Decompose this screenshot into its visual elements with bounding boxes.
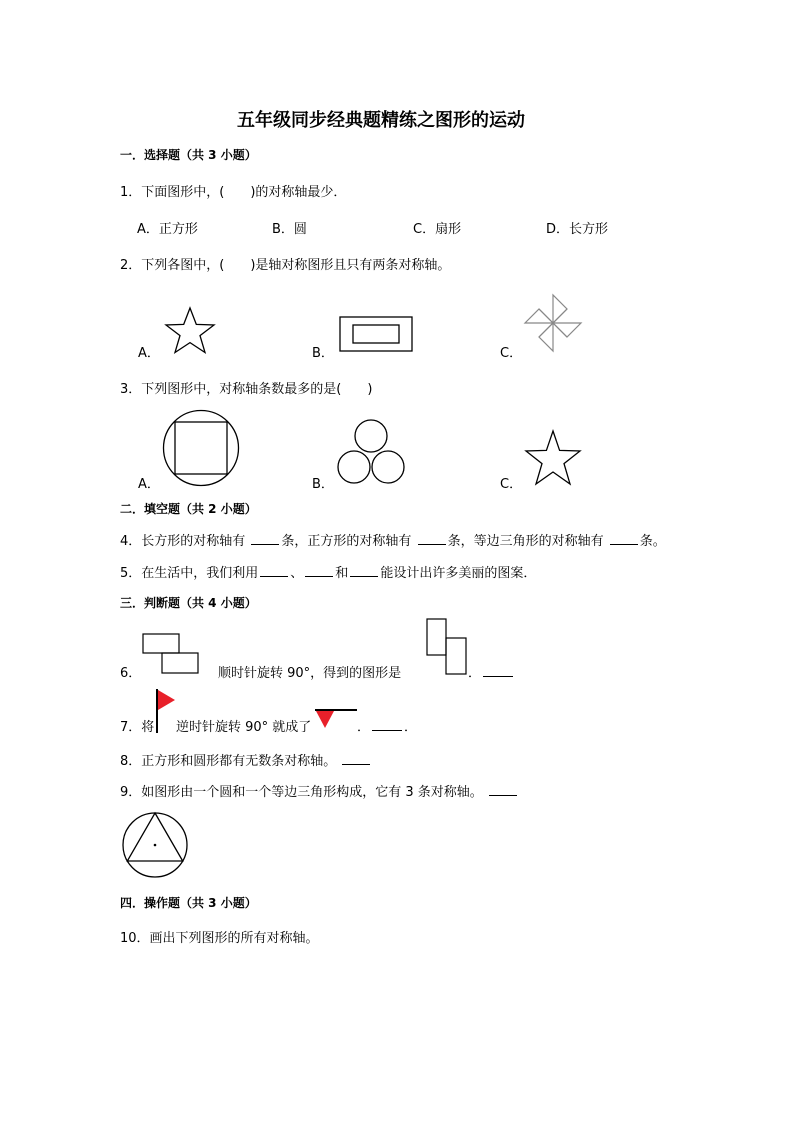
q6-answer-blank[interactable] <box>483 664 513 677</box>
q5-text-part-4: 能设计出许多美丽的图案． <box>380 566 537 581</box>
document-title: 五年级同步经典题精练之图形的运动 <box>237 110 525 131</box>
q3-option-b: B． <box>312 477 334 492</box>
q7-period-2: ． <box>404 720 418 735</box>
q5-text-part-2: 、 <box>290 566 304 581</box>
q1-option-a: A．正方形 <box>137 222 198 237</box>
question-1-text: 1．下面图形中，( )的对称轴最少． <box>120 185 347 200</box>
q7-text-part-2: 逆时针旋转 90° 就成了 <box>176 720 312 735</box>
q7-text-part-1: 7．将 <box>120 720 155 735</box>
question-2-text: 2．下列各图中，( )是轴对称图形且只有两条对称轴。 <box>120 258 451 273</box>
question-3-text: 3．下列图形中，对称轴条数最多的是( ) <box>120 382 373 397</box>
flag-upright-icon <box>154 688 176 734</box>
section-heading-operate: 四．操作题（共 3 小题） <box>120 896 257 910</box>
nested-rectangles-figure <box>339 316 413 354</box>
question-5 <box>120 562 536 581</box>
q5-text-part-3: 和 <box>335 566 349 581</box>
q2-option-a: A． <box>138 346 160 361</box>
q3-option-c: C． <box>500 477 523 492</box>
question-10-text: 10．画出下列图形的所有对称轴。 <box>120 931 319 946</box>
q4-text-part-2: 条，正方形的对称轴有 <box>281 534 412 549</box>
q6-period: ． <box>468 666 482 681</box>
q9-text: 9．如图形由一个圆和一个等边三角形构成，它有 3 条对称轴。 <box>120 785 483 800</box>
q4-blank-2[interactable] <box>418 532 446 545</box>
q5-blank-3[interactable] <box>350 564 378 577</box>
q3-option-a: A． <box>138 477 160 492</box>
q7-answer-blank[interactable] <box>372 718 402 731</box>
q6-end <box>468 662 515 681</box>
rotated-rectangles-figure <box>426 618 468 676</box>
three-circles-figure <box>336 419 406 485</box>
q4-text-part-3: 条，等边三角形的对称轴有 <box>447 534 604 549</box>
q2-option-c: C． <box>500 346 523 361</box>
q6-text: 顺时针旋转 90°，得到的图形是 <box>218 666 402 681</box>
section-heading-judge: 三．判断题（共 4 小题） <box>120 596 257 610</box>
q4-blank-3[interactable] <box>610 532 638 545</box>
q4-text-part-1: 4．长方形的对称轴有 <box>120 534 246 549</box>
q8-text: 8．正方形和圆形都有无数条对称轴。 <box>120 754 337 769</box>
q2-option-b: B． <box>312 346 334 361</box>
q7-period-1: ． <box>357 720 371 735</box>
q1-option-b: B．圆 <box>272 222 307 237</box>
q4-blank-1[interactable] <box>251 532 279 545</box>
stepped-rectangles-figure <box>142 633 200 675</box>
q4-text-part-4: 条。 <box>639 534 666 549</box>
question-4 <box>120 530 666 549</box>
triangle-in-circle-figure <box>121 810 189 880</box>
question-8 <box>120 750 372 769</box>
star-figure <box>524 430 582 486</box>
flag-rotated-icon <box>314 708 358 730</box>
q5-blank-2[interactable] <box>305 564 333 577</box>
star-figure <box>162 307 218 355</box>
square-in-circle-figure <box>162 409 240 487</box>
q9-answer-blank[interactable] <box>489 783 517 796</box>
q5-text-part-1: 5．在生活中，我们利用 <box>120 566 259 581</box>
q5-blank-1[interactable] <box>260 564 288 577</box>
section-heading-choice: 一．选择题（共 3 小题） <box>120 148 257 162</box>
q1-option-c: C．扇形 <box>413 222 462 237</box>
pinwheel-figure <box>523 292 583 354</box>
q6-number: 6． <box>120 666 142 681</box>
q7-end <box>357 716 417 735</box>
q1-option-d: D．长方形 <box>546 222 609 237</box>
section-heading-fill: 二．填空题（共 2 小题） <box>120 502 257 516</box>
question-9 <box>120 781 519 800</box>
q8-answer-blank[interactable] <box>342 752 370 765</box>
